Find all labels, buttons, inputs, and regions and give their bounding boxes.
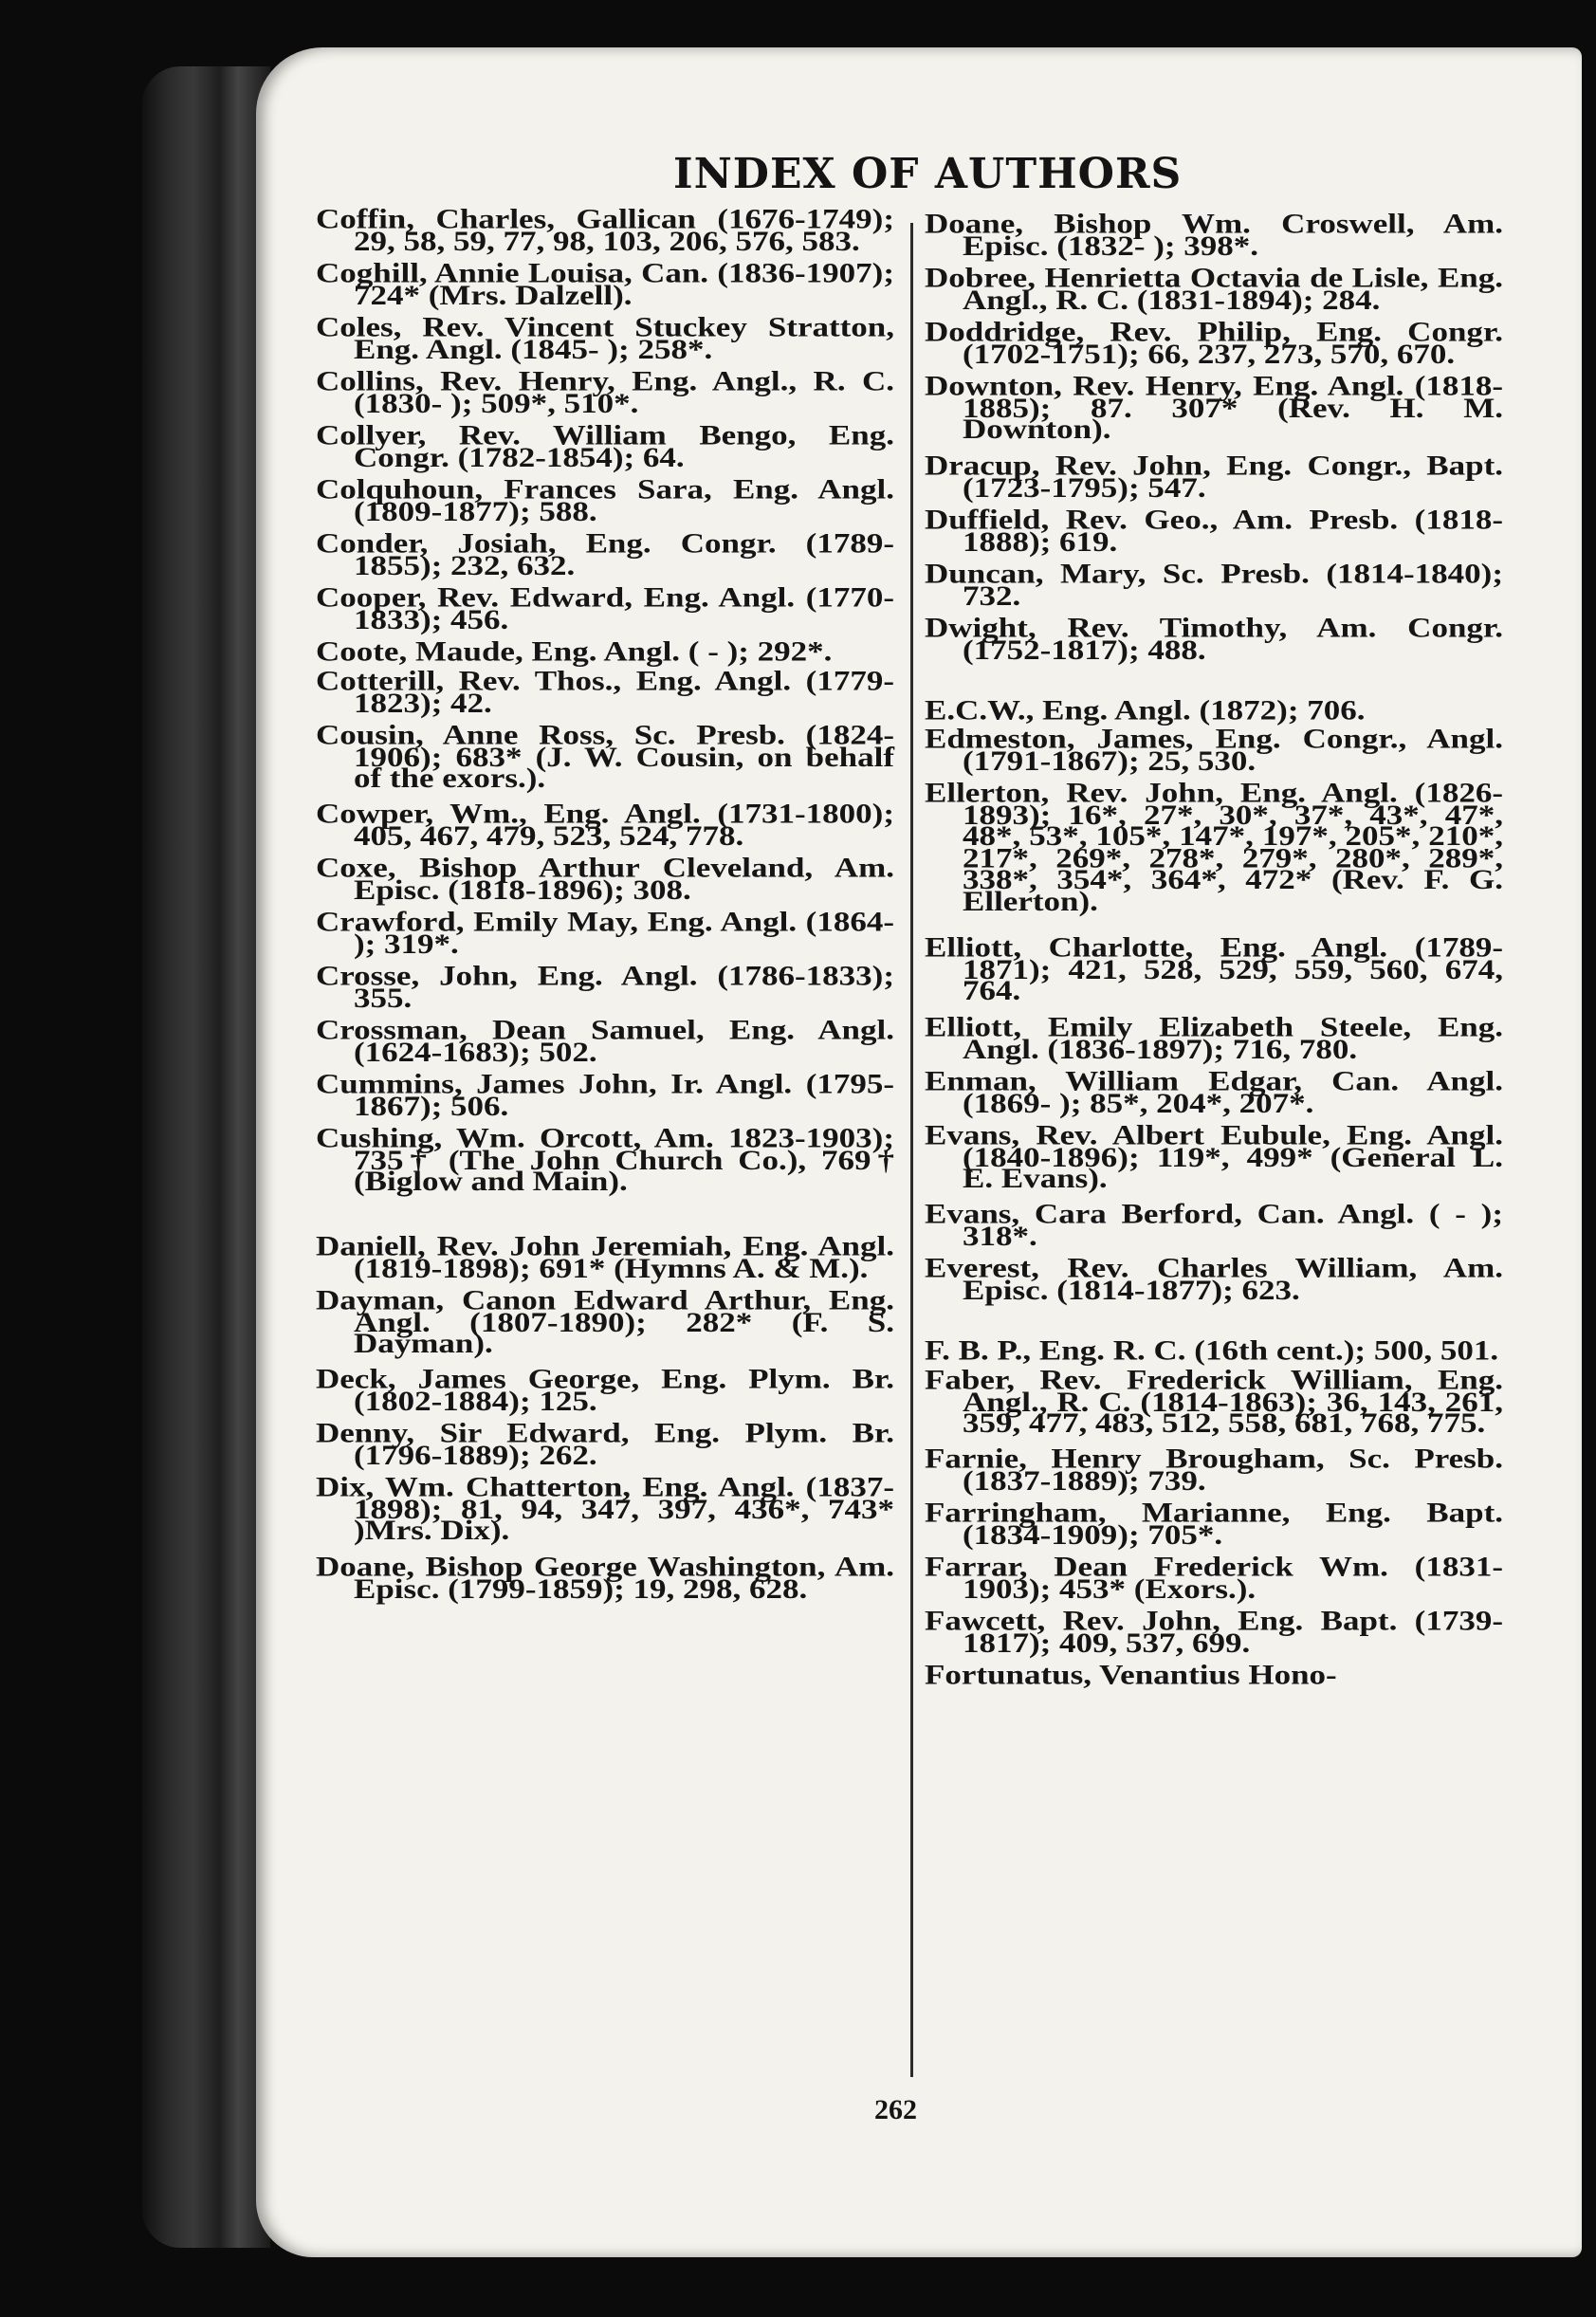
- index-entry: Farringham, Marianne, Eng. Bapt. (1834-1909); 705*.: [925, 1496, 1503, 1551]
- index-entry: Collyer, Rev. William Bengo, Eng. Congr. (1782-1854); 64.: [316, 418, 894, 473]
- index-entry: Evans, Rev. Albert Eubule, Eng. Angl. (1840-1896); 119*, 499* (General L. E. Evans).: [925, 1118, 1503, 1194]
- index-entry: Duncan, Mary, Sc. Presb. (1814-1840); 732.: [925, 557, 1503, 611]
- index-entry: Enman, William Edgar, Can. Angl. (1869- ); 85*, 204*, 207*.: [925, 1064, 1503, 1118]
- index-entry: Colquhoun, Frances Sara, Eng. Angl. (1809-1877); 588.: [316, 472, 894, 527]
- index-entry: Coghill, Annie Louisa, Can. (1836-1907); 724* (Mrs. Dalzell).: [316, 256, 894, 311]
- index-entry: Coles, Rev. Vincent Stuckey Stratton, Eng. Angl. (1845- ); 258*.: [316, 310, 894, 365]
- page-number: 262: [874, 2094, 917, 2125]
- index-entry: Elliott, Charlotte, Eng. Angl. (1789-1871); 421, 528, 529, 559, 560, 674, 764.: [925, 930, 1503, 1007]
- index-entry: Coote, Maude, Eng. Angl. ( - ); 292*.: [316, 634, 833, 668]
- index-entry: Daniell, Rev. John Jeremiah, Eng. Angl. (1819-1898); 691* (Hymns A. & M.).: [316, 1229, 894, 1283]
- index-entry: Conder, Josiah, Eng. Congr. (1789-1855); 232, 632.: [316, 526, 894, 581]
- index-entry: Cowper, Wm., Eng. Angl. (1731-1800); 405, 467, 479, 523, 524, 778.: [316, 797, 894, 852]
- index-entry: Cushing, Wm. Orcott, Am. 1823-1903); 735† (The John Church Co.), 769† (Biglow and Main).: [316, 1121, 894, 1198]
- index-entry: Elliott, Emily Elizabeth Steele, Eng. Angl. (1836-1897); 716, 780.: [925, 1010, 1503, 1064]
- index-entry: Cummins, James John, Ir. Angl. (1795-1867); 506.: [316, 1067, 894, 1122]
- index-entry: Doddridge, Rev. Philip, Eng. Congr. (1702-1751); 66, 237, 273, 570, 670.: [925, 315, 1503, 370]
- index-entry: Fortunatus, Venantius Hono-: [925, 1658, 1337, 1691]
- index-entry: Cooper, Rev. Edward, Eng. Angl. (1770-1833); 456.: [316, 580, 894, 635]
- index-entry: Dobree, Henrietta Octavia de Lisle, Eng. Angl., R. C. (1831-1894); 284.: [925, 261, 1503, 316]
- index-entry: Downton, Rev. Henry, Eng. Angl. (1818-1885); 87. 307* (Rev. H. M. Downton).: [925, 369, 1503, 446]
- index-entry: Fawcett, Rev. John, Eng. Bapt. (1739-1817); 409, 537, 699.: [925, 1604, 1503, 1659]
- index-entry: Dracup, Rev. John, Eng. Congr., Bapt. (1723-1795); 547.: [925, 449, 1503, 503]
- index-entry: Dwight, Rev. Timothy, Am. Congr. (1752-1817); 488.: [925, 611, 1503, 665]
- page-title: INDEX OF AUTHORS: [673, 150, 1183, 198]
- index-entry: Crawford, Emily May, Eng. Angl. (1864- ); 319*.: [316, 905, 894, 960]
- left-column: [316, 202, 894, 1610]
- index-entry: Edmeston, James, Eng. Congr., Angl. (1791-1867); 25, 530.: [925, 722, 1503, 777]
- index-entry: Crossman, Dean Samuel, Eng. Angl. (1624-1683); 502.: [316, 1013, 894, 1068]
- index-entry: Coxe, Bishop Arthur Cleveland, Am. Episc. (1818-1896); 308.: [316, 851, 894, 906]
- index-entry: Dayman, Canon Edward Arthur, Eng. Angl. (1807-1890); 282* (F. S. Dayman).: [316, 1283, 894, 1359]
- index-entry: Deck, James George, Eng. Plym. Br. (1802-1884); 125.: [316, 1362, 894, 1417]
- index-entry: Evans, Cara Berford, Can. Angl. ( - ); 318*.: [925, 1197, 1503, 1252]
- index-entry: Cotterill, Rev. Thos., Eng. Angl. (1779-1823); 42.: [316, 664, 894, 718]
- column-divider: [910, 223, 913, 2077]
- index-entry: Cousin, Anne Ross, Sc. Presb. (1824-1906); 683* (J. W. Cousin, on behalf of the exors.).: [316, 718, 894, 794]
- right-column: [925, 207, 1503, 1694]
- index-entry: E.C.W., Eng. Angl. (1872); 706.: [925, 693, 1366, 726]
- index-entry: Collins, Rev. Henry, Eng. Angl., R. C. (1830- ); 509*, 510*.: [316, 364, 894, 419]
- index-entry: Farrar, Dean Frederick Wm. (1831-1903); 453* (Exors.).: [925, 1550, 1503, 1605]
- index-entry: Crosse, John, Eng. Angl. (1786-1833); 355.: [316, 959, 894, 1014]
- index-entry: Denny, Sir Edward, Eng. Plym. Br. (1796-1889); 262.: [316, 1416, 894, 1471]
- index-entry: Doane, Bishop George Washington, Am. Episc. (1799-1859); 19, 298, 628.: [316, 1550, 894, 1604]
- index-entry: F. B. P., Eng. R. C. (16th cent.); 500, 501.: [925, 1333, 1499, 1367]
- index-entry: Ellerton, Rev. John, Eng. Angl. (1826-1893); 16*, 27*, 30*, 37*, 43*, 47*, 48*, 53*, 105*, 147*, 197*, 205*, 210*, 217*, 269*, 278*, 279*, 280*, 289*, 338*, 354*, 364*, 472* (Rev. F. G. Ellerton).: [925, 776, 1503, 917]
- index-entry: Duffield, Rev. Geo., Am. Presb. (1818-1888); 619.: [925, 503, 1503, 557]
- page-edge: [1583, 0, 1596, 2317]
- index-entry: Everest, Rev. Charles William, Am. Episc. (1814-1877); 623.: [925, 1251, 1503, 1306]
- index-entry: Farnie, Henry Brougham, Sc. Presb. (1837-1889); 739.: [925, 1442, 1503, 1497]
- index-entry: Faber, Rev. Frederick William, Eng. Angl., R. C. (1814-1863); 36, 143, 261, 359, 477, 483, 512, 558, 681, 768, 775.: [925, 1363, 1503, 1439]
- index-entry: Coffin, Charles, Gallican (1676-1749); 29, 58, 59, 77, 98, 103, 206, 576, 583.: [316, 202, 894, 257]
- index-entry: Dix, Wm. Chatterton, Eng. Angl. (1837-1898); 81, 94, 347, 397, 436*, 743* )Mrs. Dix).: [316, 1470, 894, 1547]
- book-spine: [142, 66, 270, 2248]
- index-entry: Doane, Bishop Wm. Croswell, Am. Episc. (1832- ); 398*.: [925, 207, 1503, 262]
